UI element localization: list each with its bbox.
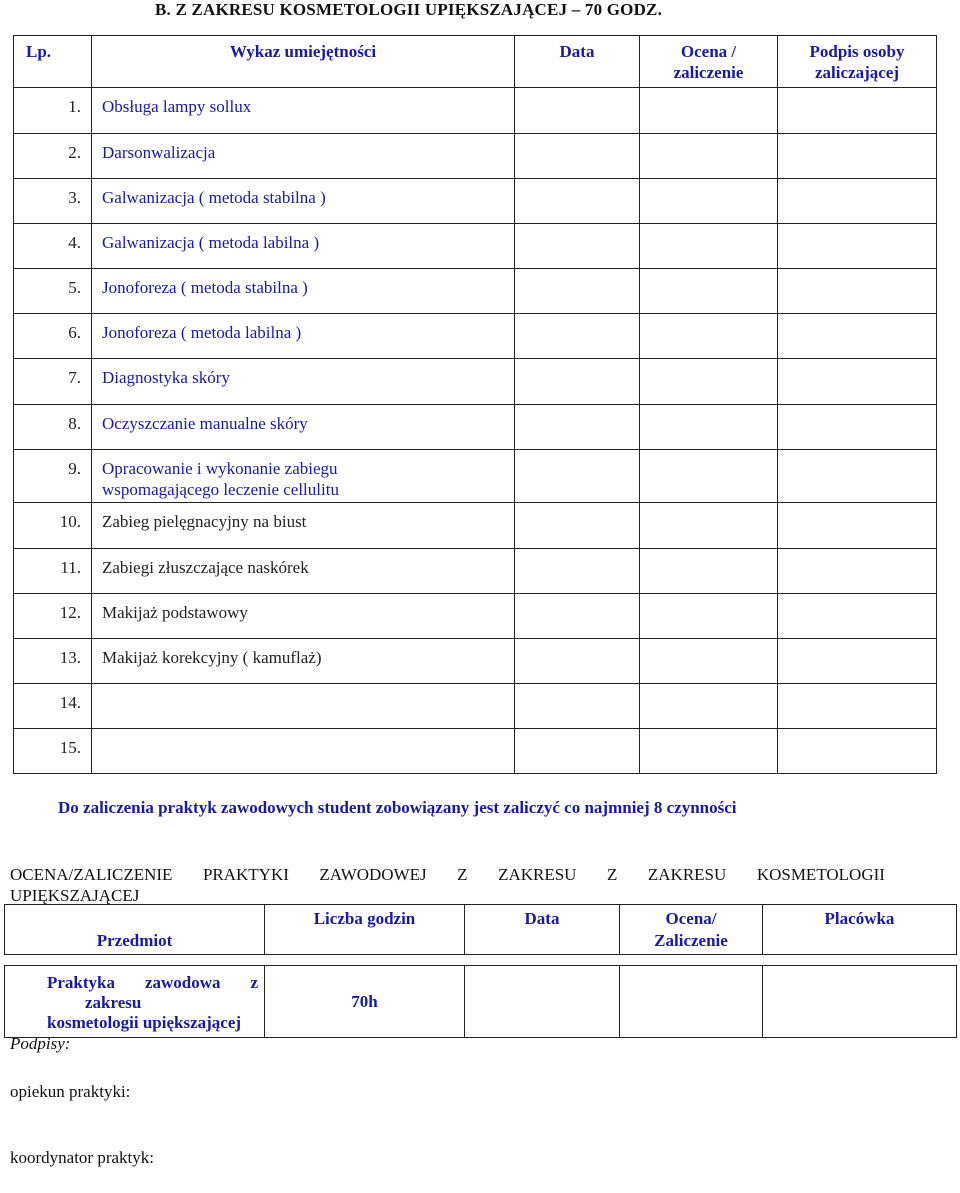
subject-word: Praktyka [47,973,115,992]
signature-cell [778,450,937,503]
header-subject: Przedmiot [5,905,265,955]
grade-cell [640,684,778,729]
header-skill: Wykaz umiejętności [92,36,515,88]
table-row [14,639,937,684]
row-number: 13. [14,639,92,684]
row-number: 4. [14,224,92,269]
table-row [14,729,937,774]
table-row [14,269,937,314]
skill-name: Jonoforeza ( metoda labilna ) [92,314,515,359]
table-row [14,594,937,639]
skill-name: Darsonwalizacja [92,134,515,179]
date-cell [515,179,640,224]
date-cell [515,269,640,314]
skill-name [92,729,515,774]
row-number: 6. [14,314,92,359]
skill-name: Jonoforeza ( metoda stabilna ) [92,269,515,314]
grade-cell [640,359,778,405]
row-number: 15. [14,729,92,774]
header-grade [640,36,778,88]
skill-name: Makijaż podstawowy [92,594,515,639]
signature-cell [778,684,937,729]
row-number: 11. [14,549,92,594]
skill-name [92,684,515,729]
table-row [14,549,937,594]
practice-subject [5,966,265,1038]
skills-table [13,35,937,774]
table-row [14,405,937,450]
table-row [14,88,937,134]
row-number: 3. [14,179,92,224]
header-grade-l1: Ocena / [680,42,737,61]
row-number: 2. [14,134,92,179]
signature-cell [778,639,937,684]
row-number: 8. [14,405,92,450]
table-row [14,314,937,359]
skill-name-l2: wspomagającego leczenie cellulitu [102,480,339,499]
place-cell [763,966,957,1038]
date-cell [515,729,640,774]
signatures-label: Podpisy: [10,1034,71,1053]
header-signature-l2: zaliczającej [815,63,899,82]
practice-subject-line2: zakresu [85,993,142,1012]
skill-name: Diagnostyka skóry [92,359,515,405]
grade-cell [640,224,778,269]
header-date: Data [515,36,640,88]
signature-cell [778,134,937,179]
grade-cell [640,314,778,359]
grade-cell [640,503,778,549]
header-lp: Lp. [14,36,92,88]
grade-cell [640,594,778,639]
table-row [14,224,937,269]
skill-name: Makijaż korekcyjny ( kamuflaż) [92,639,515,684]
heading-word: Z [606,865,618,884]
table-row [14,503,937,549]
skill-name-l1: Opracowanie i wykonanie zabiegu [102,459,338,478]
skill-name [92,450,515,503]
grade-cell [640,405,778,450]
heading-word: OCENA/ZALICZENIE [10,865,173,884]
date-cell [515,503,640,549]
heading-word: ZAKRESU [647,865,727,884]
date-cell [515,450,640,503]
date-cell [515,88,640,134]
header-grade [620,905,763,955]
practice-subject-line3: kosmetologii upiększającej [47,1013,242,1032]
practice-hours: 70h [265,966,465,1038]
assessment-heading-line1 [10,864,885,885]
assessment-heading-line2: UPIĘKSZAJĄCEJ [10,886,140,905]
header-date: Data [465,905,620,955]
supervisor-signature-label: opiekun praktyki: [10,1082,131,1101]
signature-cell [778,405,937,450]
date-cell [515,639,640,684]
heading-word: PRAKTYKI [202,865,289,884]
table-row [14,179,937,224]
header-signature [778,36,937,88]
grade-cell [640,450,778,503]
signature-cell [778,729,937,774]
subject-word: zawodowa [144,973,221,992]
grade-cell [640,134,778,179]
skill-name: Zabieg pielęgnacyjny na biust [92,503,515,549]
date-cell [515,405,640,450]
header-place: Placówka [763,905,957,955]
date-cell [465,966,620,1038]
signature-cell [778,269,937,314]
subject-word: z [250,973,258,992]
grade-cell [640,639,778,684]
skill-name: Zabiegi złuszczające naskórek [92,549,515,594]
row-number: 14. [14,684,92,729]
grade-cell [620,966,763,1038]
table-row [14,134,937,179]
date-cell [515,549,640,594]
signature-cell [778,224,937,269]
table-row [14,359,937,405]
header-grade-l1: Ocena/ [665,909,717,928]
skill-name: Galwanizacja ( metoda stabilna ) [92,179,515,224]
row-number: 10. [14,503,92,549]
header-signature-l1: Podpis osoby [809,42,905,61]
row-number: 12. [14,594,92,639]
signature-cell [778,179,937,224]
table-row [14,450,937,503]
date-cell [515,224,640,269]
table-row [14,684,937,729]
date-cell [515,684,640,729]
heading-word: KOSMETOLOGII [756,865,885,884]
skills-table-header [14,36,937,88]
header-grade-l2: Zaliczenie [654,931,728,950]
row-number: 1. [14,88,92,134]
row-number: 5. [14,269,92,314]
skill-name: Galwanizacja ( metoda labilna ) [92,224,515,269]
grade-cell [640,269,778,314]
date-cell [515,314,640,359]
practice-table [4,904,957,1038]
signature-cell [778,359,937,405]
header-grade-l2: zaliczenie [673,63,744,82]
signature-cell [778,594,937,639]
coordinator-signature-label: koordynator praktyk: [10,1148,154,1167]
date-cell [515,359,640,405]
completion-note: Do zaliczenia praktyk zawodowych student zobowiązany jest zaliczyć co najmniej 8 czynności [58,798,737,817]
signature-cell [778,549,937,594]
table-row [5,966,957,1038]
practice-subject-line1 [47,973,258,993]
grade-cell [640,88,778,134]
grade-cell [640,179,778,224]
date-cell [515,594,640,639]
signature-cell [778,88,937,134]
practice-table-header [5,905,957,955]
assessment-heading [10,864,885,906]
grade-cell [640,549,778,594]
grade-cell [640,729,778,774]
heading-word: Z [457,865,468,884]
skill-name: Oczyszczanie manualne skóry [92,405,515,450]
heading-word: ZAWODOWEJ [319,865,427,884]
section-title: B. Z ZAKRESU KOSMETOLOGII UPIĘKSZAJĄCEJ – 70 GODZ. [155,0,663,19]
date-cell [515,134,640,179]
header-hours: Liczba godzin [265,905,465,955]
signature-cell [778,503,937,549]
skill-name: Obsługa lampy sollux [92,88,515,134]
row-number: 7. [14,359,92,405]
row-number: 9. [14,450,92,503]
heading-word: ZAKRESU [498,865,577,884]
table-gap [5,955,957,966]
signature-cell [778,314,937,359]
